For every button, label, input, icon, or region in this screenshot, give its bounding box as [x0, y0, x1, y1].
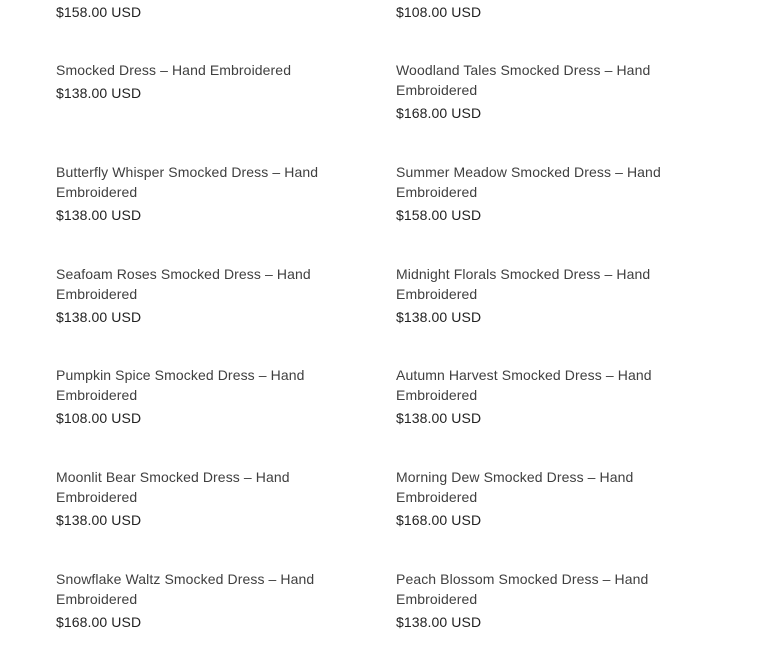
- product-price: $108.00 USD: [56, 410, 142, 426]
- product-price: $138.00 USD: [396, 410, 482, 426]
- product-card[interactable]: [396, 264, 686, 328]
- product-title[interactable]: Summer Meadow Smocked Dress – Hand Embroidered: [396, 164, 661, 200]
- product-price: $158.00 USD: [56, 4, 142, 20]
- product-price: $138.00 USD: [396, 614, 482, 630]
- product-title[interactable]: Morning Dew Smocked Dress – Hand Embroidered: [396, 469, 634, 505]
- product-title[interactable]: Butterfly Whisper Smocked Dress – Hand Embroidered: [56, 164, 319, 200]
- product-card-partial: [396, 0, 686, 23]
- product-price: $158.00 USD: [396, 207, 482, 223]
- product-price: $168.00 USD: [396, 512, 482, 528]
- product-card[interactable]: [56, 569, 346, 633]
- product-title[interactable]: Smocked Dress – Hand Embroidered: [56, 62, 292, 78]
- product-title[interactable]: Peach Blossom Smocked Dress – Hand Embroidered: [396, 571, 649, 607]
- product-price: $108.00 USD: [396, 4, 482, 20]
- product-price: $138.00 USD: [56, 309, 142, 325]
- product-title[interactable]: Pumpkin Spice Smocked Dress – Hand Embroidered: [56, 367, 305, 403]
- product-card[interactable]: [56, 264, 346, 328]
- product-title[interactable]: Autumn Harvest Smocked Dress – Hand Embroidered: [396, 367, 652, 403]
- product-card[interactable]: [56, 60, 346, 104]
- product-card[interactable]: [56, 162, 346, 226]
- product-price: $168.00 USD: [56, 614, 142, 630]
- product-card-partial: [56, 0, 346, 23]
- product-title[interactable]: Woodland Tales Smocked Dress – Hand Embroidered: [396, 62, 651, 98]
- product-card[interactable]: [396, 60, 686, 124]
- product-card[interactable]: [56, 467, 346, 531]
- product-title[interactable]: Midnight Florals Smocked Dress – Hand Embroidered: [396, 266, 651, 302]
- product-card[interactable]: [396, 467, 686, 531]
- product-price: $138.00 USD: [56, 512, 142, 528]
- product-price: $168.00 USD: [396, 105, 482, 121]
- product-card[interactable]: [396, 162, 686, 226]
- product-title[interactable]: Moonlit Bear Smocked Dress – Hand Embroidered: [56, 469, 290, 505]
- product-price: $138.00 USD: [396, 309, 482, 325]
- product-card[interactable]: [396, 569, 686, 633]
- product-price: $138.00 USD: [56, 207, 142, 223]
- product-title[interactable]: Seafoam Roses Smocked Dress – Hand Embroidered: [56, 266, 311, 302]
- product-card[interactable]: [56, 365, 346, 429]
- product-card[interactable]: [396, 365, 686, 429]
- product-title[interactable]: Snowflake Waltz Smocked Dress – Hand Embroidered: [56, 571, 315, 607]
- product-price: $138.00 USD: [56, 85, 142, 101]
